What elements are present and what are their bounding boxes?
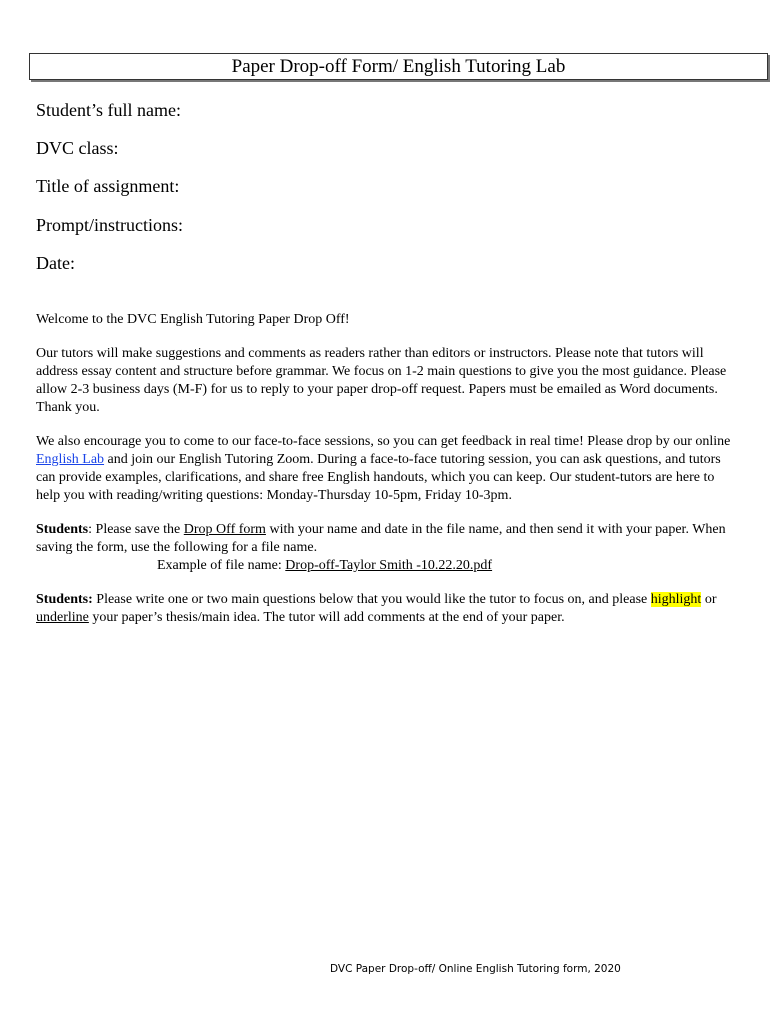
text: or: [701, 592, 717, 607]
dvc-class-label: DVC class:: [36, 138, 119, 158]
text: We also encourage you to come to our face-to-face sessions, so you can get feedback in real time! Please drop by our online: [36, 434, 731, 449]
save-instructions-paragraph: [36, 521, 736, 575]
prompt-label: Prompt/instructions:: [36, 215, 184, 235]
example-label: Example of file name:: [157, 558, 286, 573]
english-lab-link[interactable]: English Lab: [36, 452, 105, 467]
date-label: Date:: [36, 253, 75, 273]
questions-paragraph: [36, 591, 736, 627]
assignment-title-label: Title of assignment:: [36, 176, 180, 196]
instructions: [36, 311, 736, 643]
students-label: Students:: [36, 592, 93, 607]
form-title: Paper Drop-off Form/ English Tutoring Lab: [29, 53, 768, 80]
text: : Please save the: [88, 522, 184, 537]
face-to-face-paragraph: [36, 433, 736, 505]
text: and join our English Tutoring Zoom. During a face-to-face tutoring session, you can ask questions, and tutors can provide examples, clarifications, and share free English handouts, which you can keep. Our student-tutors are here to help you with reading/writing questions: Monday-Thursday 10-5pm, Friday 10-3pm.: [36, 452, 721, 503]
students-label: Students: [36, 522, 89, 537]
student-name-label: Student’s full name:: [36, 100, 181, 120]
tutor-info-paragraph: Our tutors will make suggestions and comments as readers rather than editors or instructors. Please note that tutors will address essay content and structure before grammar. We focus on 1-2 main questions to give you the most guidance. Please allow 2-3 business days (M-F) for us to reply to your paper drop-off request. Papers must be emailed as Word documents. Thank you.: [36, 346, 727, 415]
text: Please write one or two main questions below that you would like the tutor to focus on, and please: [92, 592, 651, 607]
drop-off-form-link[interactable]: Drop Off form: [183, 522, 266, 537]
text: with your name and date in the file name, and then send it with your paper. When saving the form, use the following for a file name.: [36, 522, 726, 555]
welcome-text: Welcome to the DVC English Tutoring Paper Drop Off!: [36, 312, 350, 327]
page-footer: DVC Paper Drop-off/ Online English Tutoring form, 2020: [330, 963, 621, 975]
example-filename: Drop-off-Taylor Smith -10.22.20.pdf: [285, 558, 493, 573]
text: your paper’s thesis/main idea. The tutor will add comments at the end of your paper.: [88, 610, 565, 625]
highlight-word: highlight: [650, 592, 702, 607]
underline-word: underline: [36, 610, 89, 625]
